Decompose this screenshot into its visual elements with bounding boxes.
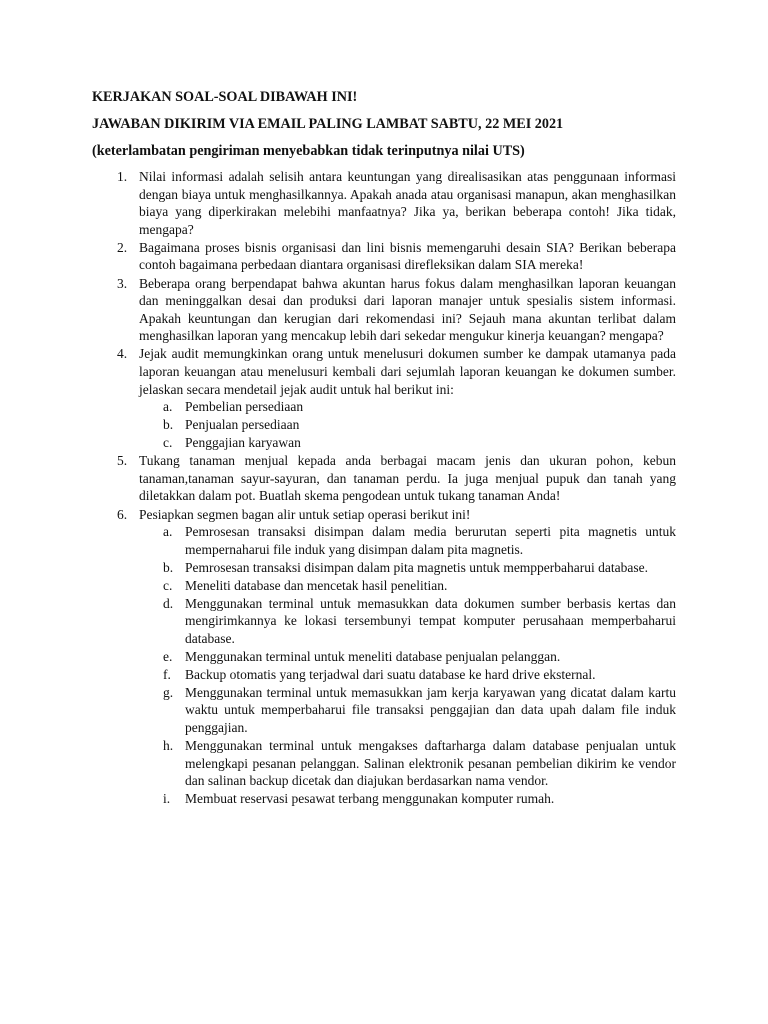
- question-item: [92, 345, 676, 451]
- sub-question-text: Pemrosesan transaksi disimpan dalam media berurutan seperti pita magnetis untuk mempernaharui file induk yang disimpan dalam pita magnetis.: [185, 524, 676, 557]
- question-item: [92, 275, 676, 345]
- instruction-heading: KERJAKAN SOAL-SOAL DIBAWAH INI!: [92, 89, 358, 105]
- sub-question-item: [139, 416, 676, 434]
- question-text: Bagaimana proses bisnis organisasi dan lini bisnis memengaruhi desain SIA? Berikan beberapa contoh bagaimana perbedaan diantara organisasi direfleksikan dalam SIA mereka!: [139, 239, 676, 273]
- sub-question-text: Menggunakan terminal untuk memasukkan jam kerja karyawan yang dicatat dalam kartu waktu untuk memperbaharui file transaksi penggajian dan data upah dalam file induk penggajian.: [185, 684, 676, 736]
- question-text: Tukang tanaman menjual kepada anda berbagai macam jenis dan ukuran pohon, kebun tanaman,tanaman sayur-sayuran, dan tanaman perdu. Ia juga menjual pupuk dan tanah yang diletakkan dalam pot. Buatlah skema pengodean untuk tukang tanaman Anda!: [139, 453, 676, 504]
- sub-question-item: [139, 595, 676, 648]
- sub-question-text: Penjualan persediaan: [185, 417, 300, 433]
- sub-question-text: Menggunakan terminal untuk mengakses daftarharga dalam database penjualan untuk melengkapi pesanan pelanggan. Salinan elektronik pesanan pembelian dikirim ke vendor dan salinan backup dicetak dan diajukan berdasarkan nama vendor.: [185, 738, 676, 789]
- document-page: [92, 88, 676, 808]
- sub-question-letter: c.: [163, 577, 173, 593]
- sub-question-letter: b.: [163, 559, 174, 575]
- question-number: 3.: [117, 275, 128, 291]
- question-text: Jejak audit memungkinkan orang untuk menelusuri dokumen sumber ke dampak utamanya pada laporan keuangan atau menelusuri kembali dari sejumlah laporan keuangan ke dokumen sumber. jelaskan secara mendetail jejak audit untuk hal berikut ini:: [139, 346, 676, 397]
- sub-question-letter: a.: [163, 524, 173, 540]
- question-list: [92, 168, 676, 808]
- sub-question-list: [139, 523, 676, 808]
- question-number: 2.: [117, 239, 128, 255]
- sub-question-letter: g.: [163, 684, 174, 700]
- question-number: 5.: [117, 453, 128, 469]
- sub-question-item: [139, 523, 676, 558]
- sub-question-item: [139, 684, 676, 737]
- sub-question-item: [139, 577, 676, 595]
- sub-question-text: Pemrosesan transaksi disimpan dalam pita magnetis untuk mempperbaharui database.: [185, 559, 649, 575]
- sub-question-item: [139, 666, 676, 684]
- sub-question-letter: f.: [163, 666, 171, 682]
- deadline-heading: JAWABAN DIKIRIM VIA EMAIL PALING LAMBAT SABTU, 22 MEI 2021: [92, 116, 564, 132]
- question-item: [92, 506, 676, 808]
- sub-question-text: Menggunakan terminal untuk memasukkan data dokumen sumber berbasis kertas dan mengirimkannya ke lokasi tersembunyi tempat komputer perusahaan memperbaharui database.: [185, 595, 676, 646]
- sub-question-letter: c.: [163, 435, 173, 451]
- sub-question-item: [139, 434, 676, 452]
- question-number: 6.: [117, 506, 128, 522]
- question-item: [92, 168, 676, 238]
- sub-question-letter: a.: [163, 399, 173, 415]
- sub-question-item: [139, 648, 676, 666]
- sub-question-item: [139, 398, 676, 416]
- sub-question-text: Penggajian karyawan: [185, 435, 301, 451]
- sub-question-text: Membuat reservasi pesawat terbang menggunakan komputer rumah.: [185, 791, 555, 807]
- sub-question-letter: e.: [163, 648, 173, 664]
- sub-question-list: [139, 398, 676, 452]
- sub-question-letter: i.: [163, 791, 171, 807]
- question-number: 1.: [117, 169, 128, 184]
- sub-question-item: [139, 790, 676, 808]
- sub-question-letter: d.: [163, 595, 174, 611]
- late-note-heading: (keterlambatan pengiriman menyebabkan tidak terinputnya nilai UTS): [92, 143, 525, 159]
- question-text: Nilai informasi adalah selisih antara keuntungan yang direalisasikan atas penggunaan informasi dengan biaya untuk menghasilkannya. Apakah anada atau organisasi manapun, akan menghasilkan biaya yang diperkirakan melebihi manfaatnya? Jika ya, berikan beberapa contoh! Jika tidak, mengapa?: [139, 169, 676, 237]
- question-text: Beberapa orang berpendapat bahwa akuntan harus fokus dalam menghasilkan laporan keuangan dan meninggalkan desai dan produksi dari laporan manajer untuk spesialis sistem informasi. Apakah keuntungan dan kerugian dari rekomendasi ini? Sejauh mana akuntan terlibat dalam menghasilkan laporan yang mencakup lebih dari sekedar mengukur kinerja keuangan? mengapa?: [139, 275, 676, 344]
- sub-question-text: Menggunakan terminal untuk meneliti database penjualan pelanggan.: [185, 648, 561, 664]
- sub-question-text: Pembelian persediaan: [185, 399, 304, 415]
- question-text: Pesiapkan segmen bagan alir untuk setiap operasi berikut ini!: [139, 506, 471, 522]
- sub-question-letter: b.: [163, 417, 174, 433]
- question-number: 4.: [117, 346, 128, 362]
- question-item: [92, 452, 676, 505]
- sub-question-item: [139, 737, 676, 790]
- question-item: [92, 239, 676, 274]
- sub-question-text: Backup otomatis yang terjadwal dari suatu database ke hard drive eksternal.: [185, 666, 596, 682]
- sub-question-item: [139, 559, 676, 577]
- sub-question-letter: h.: [163, 738, 174, 754]
- sub-question-text: Meneliti database dan mencetak hasil penelitian.: [185, 577, 448, 593]
